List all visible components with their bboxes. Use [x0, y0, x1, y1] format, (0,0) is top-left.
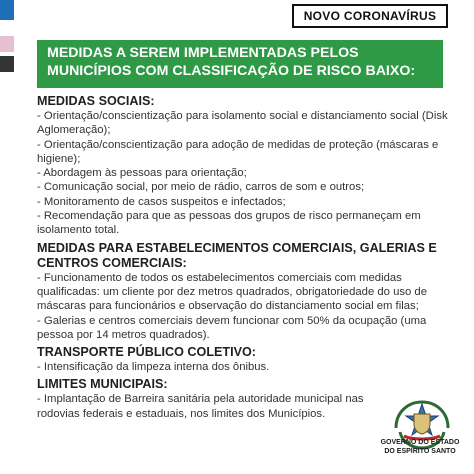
section-list-social [37, 109, 455, 238]
section-list-limits [37, 392, 367, 421]
section-list-commerce [37, 271, 455, 342]
list-item: - Abordagem às pessoas para orientação; [37, 167, 247, 180]
list-item: - Funcionamento de todos os estabelecimentos comerciais com medidas qualificadas: um cliente por dez metros quadrados, obrigatoriedade do uso de máscaras para funcionários e observação do distanciamento social em filas; [37, 271, 427, 313]
government-caption: GOVERNO DO ESTADO DO ESPÍRITO SANTO [380, 439, 460, 455]
headline-line-1: MEDIDAS A SEREM IMPLEMENTADAS PELOS [47, 45, 359, 61]
section-heading-transport: TRANSPORTE PÚBLICO COLETIVO: [37, 345, 256, 360]
section-heading-limits: LIMITES MUNICIPAIS: [37, 377, 168, 392]
section-heading-commerce: MEDIDAS PARA ESTABELECIMENTOS COMERCIAIS, GALERIAS E CENTROS COMERCIAIS: [37, 240, 437, 270]
headline-line-2: MUNICÍPIOS COM CLASSIFICAÇÃO DE RISCO BAIXO: [47, 63, 416, 79]
section-heading-social: MEDIDAS SOCIAIS: [37, 94, 155, 108]
side-accent-dark [0, 56, 14, 72]
side-accent-blue [0, 0, 14, 20]
list-item: - Comunicação social, por meio de rádio, carros de som e outros; [37, 181, 365, 194]
list-item: - Recomendação para que as pessoas dos grupos de risco permaneçam em isolamento total. [37, 210, 421, 237]
side-accent-pink [0, 36, 14, 52]
state-coat-of-arms-icon [382, 388, 462, 468]
list-item: - Orientação/conscientização para isolamento social e distanciamento social (Disk Aglomeração); [37, 110, 448, 137]
measures-content [37, 94, 455, 424]
section-list-transport [37, 360, 455, 374]
topic-tag: NOVO CORONAVÍRUS [292, 4, 448, 28]
list-item: - Monitoramento de casos suspeitos e infectados; [37, 195, 286, 208]
list-item: - Galerias e centros comerciais devem funcionar com 50% da ocupação (uma pessoa por 14 metros quadrados). [37, 314, 427, 341]
list-item: - Intensificação da limpeza interna dos ônibus. [37, 361, 270, 374]
headline-banner [37, 40, 443, 88]
list-item: - Implantação de Barreira sanitária pela autoridade municipal nas rodovias federais e estaduais, nos limites dos Municípios. [37, 393, 364, 420]
list-item: - Orientação/conscientização para adoção de medidas de proteção (máscaras e higiene); [37, 138, 439, 165]
